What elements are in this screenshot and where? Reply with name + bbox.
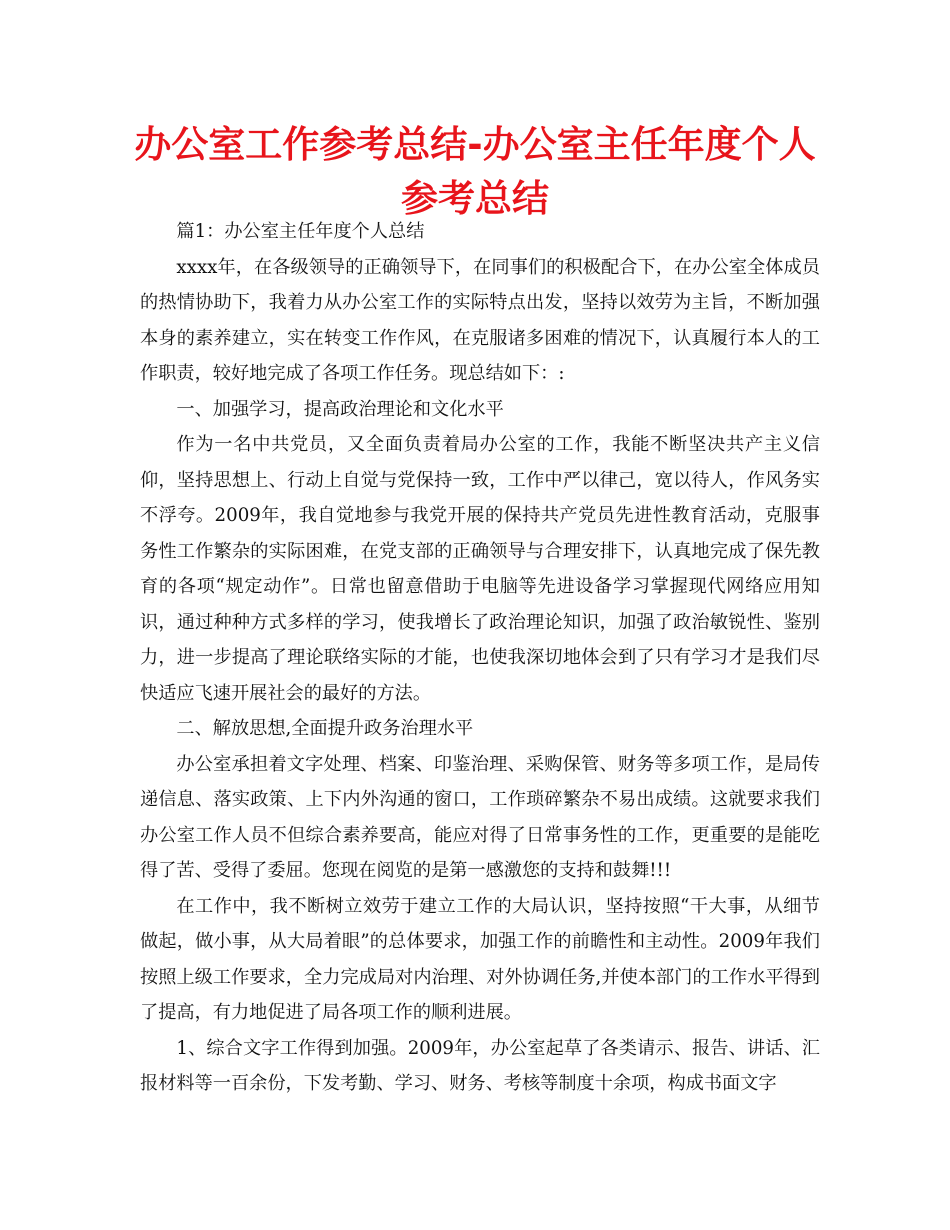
body-paragraph: 作为一名中共党员，又全面负责着局办公室的工作，我能不断坚决共产主义信仰，坚持思想上、行动上自觉与党保持一致，工作中严以律己，宽以待人，作风务实不浮夸。2009年，我自觉地参与我党开展的保持共产党员先进性教育活动，克服事务性工作繁杂的实际困难，在党支部的正确领导与合理安排下，认真地完成了保先教育的各项“规定动作”。日常也留意借助于电脑等先进设备学习掌握现代网络应用知识，通过种种方式多样的学习，使我增长了政治理论知识，加强了政治敏锐性、鉴别力，进一步提高了理论联络实际的才能，也使我深切地体会到了只有学习才是我们尽快适应飞速开展社会的最好的方法。	[140, 434, 820, 704]
body-paragraph: xxxx年，在各级领导的正确领导下，在同事们的积极配合下，在办公室全体成员的热情协助下，我着力从办公室工作的实际特点出发，坚持以效劳为主旨，不断加强本身的素养建立，实在转变工作作风，在克服诸多困难的情况下，认真履行本人的工作职责，较好地完成了各项工作任务。现总结如下：:	[140, 256, 820, 384]
section-heading: 篇1：办公室主任年度个人总结	[176, 221, 425, 242]
document-title: 办公室工作参考总结-办公室主任年度个人参考总结	[134, 123, 816, 220]
section-heading: 二、解放思想,全面提升政务治理水平	[176, 718, 474, 739]
body-paragraph: 在工作中，我不断树立效劳于建立工作的大局认识，坚持按照“干大事，从细节做起，做小事，从大局着眼”的总体要求，加强工作的前瞻性和主动性。2009年我们按照上级工作要求，全力完成局对内治理、对外协调任务,并使本部门的工作水平得到了提高，有力地促进了局各项工作的顺利进展。	[140, 895, 820, 1023]
section-heading: 一、加强学习，提高政治理论和文化水平	[176, 398, 504, 420]
body-paragraph: 办公室承担着文字处理、档案、印鉴治理、采购保管、财务等多项工作，是局传递信息、落实政策、上下内外沟通的窗口，工作琐碎繁杂不易出成绩。这就要求我们办公室工作人员不但综合素养要高，能应对得了日常事务性的工作，更重要的是能吃得了苦、受得了委屈。您现在阅览的是第一感激您的支持和鼓舞!!!	[140, 753, 820, 881]
document-body	[140, 214, 820, 1102]
body-paragraph: 1、综合文字工作得到加强。2009年，办公室起草了各类请示、报告、讲话、汇报材料等一百余份，下发考勤、学习、财务、考核等制度十余项，构成书面文字	[140, 1037, 820, 1094]
